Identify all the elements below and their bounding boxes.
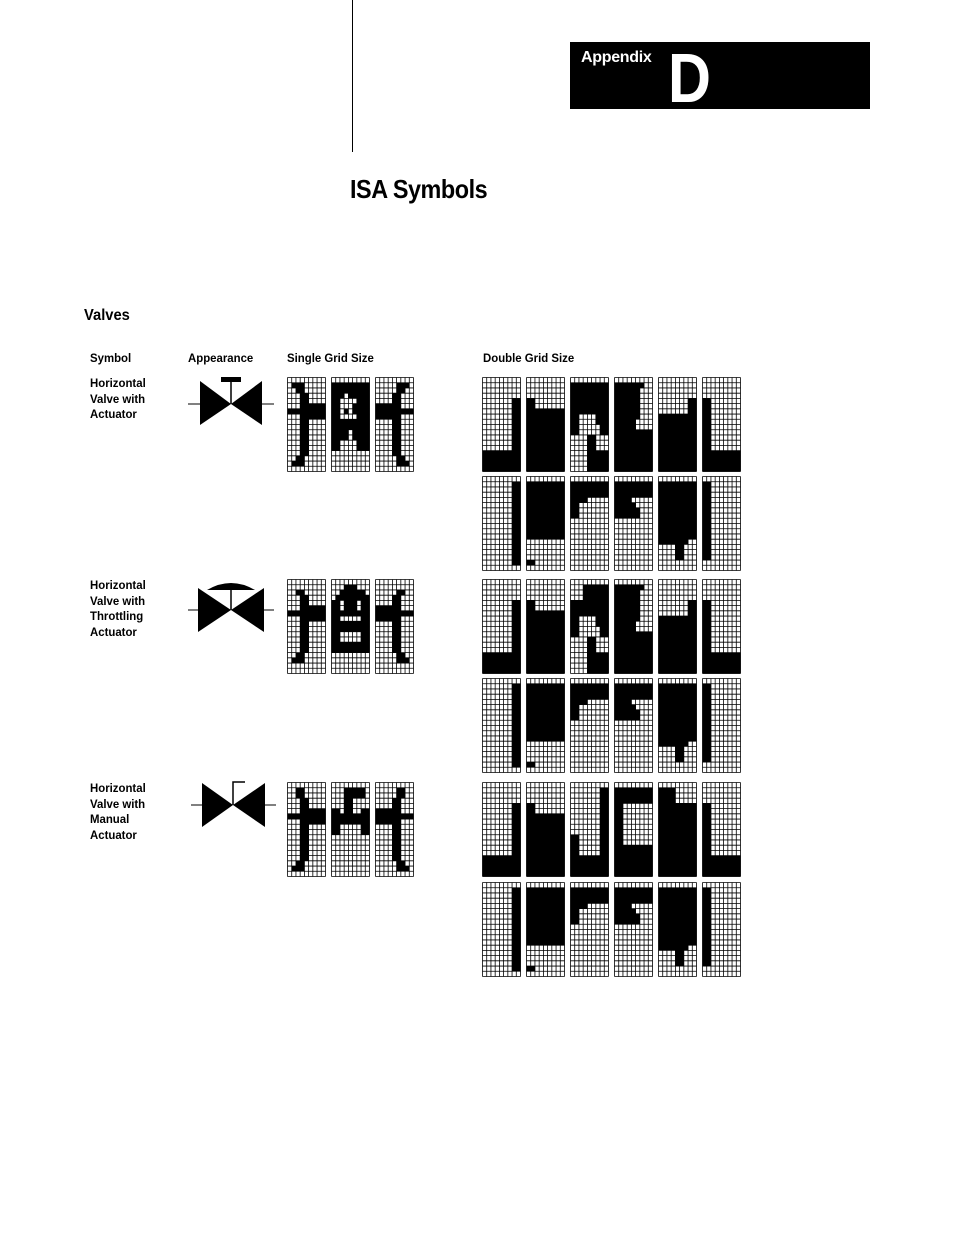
double-grid-cell <box>482 476 521 571</box>
double-grid-cell <box>526 377 565 472</box>
double-grid-cell <box>482 782 521 877</box>
label-line: Throttling <box>90 609 144 623</box>
double-grid-cell <box>702 377 741 472</box>
appendix-label: Appendix <box>581 49 652 66</box>
symbol-label-valve-manual-actuator <box>90 781 146 843</box>
double-grid-cell <box>658 882 697 977</box>
column-header-symbol: Symbol <box>90 351 132 365</box>
label-line: Horizontal <box>90 578 146 592</box>
single-grid-cell <box>287 579 326 674</box>
double-grid-cell <box>482 579 521 674</box>
column-header-double-grid: Double Grid Size <box>483 351 575 365</box>
double-grid-cell <box>702 782 741 877</box>
double-grid-cell <box>658 782 697 877</box>
double-grid-cell <box>614 782 653 877</box>
double-grid-cell <box>570 476 609 571</box>
double-grid-cell <box>658 476 697 571</box>
single-grid-cell <box>375 579 414 674</box>
appendix-banner <box>570 39 870 117</box>
double-grid-cell <box>702 678 741 773</box>
double-grid-cell <box>702 476 741 571</box>
section-title: Valves <box>84 307 130 324</box>
single-grid-cell <box>331 377 370 472</box>
double-grid-cell <box>570 377 609 472</box>
double-grid-cell <box>570 678 609 773</box>
page-title: ISA Symbols <box>350 174 488 204</box>
double-grid-cell <box>614 377 653 472</box>
double-grid-cell <box>526 782 565 877</box>
symbol-label-valve-actuator <box>90 376 146 423</box>
label-line: Horizontal <box>90 781 146 795</box>
appendix-letter: D <box>668 39 711 117</box>
double-grid-cell <box>526 579 565 674</box>
double-grid-cell <box>658 579 697 674</box>
double-grid-cell <box>570 579 609 674</box>
double-grid-cell <box>526 678 565 773</box>
label-line: Actuator <box>90 407 137 421</box>
double-grid-cell <box>658 678 697 773</box>
symbol-label-valve-throttling-actuator <box>90 578 146 640</box>
label-line: Actuator <box>90 624 137 639</box>
valve-with-manual-actuator-icon <box>188 779 278 831</box>
double-grid-cell <box>526 476 565 571</box>
double-grid-cell <box>614 579 653 674</box>
single-grid-cell <box>331 579 370 674</box>
double-grid-cell <box>658 377 697 472</box>
label-line: Valve with <box>90 593 146 608</box>
label-line: Manual <box>90 812 130 826</box>
double-grid-cell <box>614 678 653 773</box>
label-line: Valve with <box>90 391 146 406</box>
double-grid-cell <box>702 579 741 674</box>
double-grid-cell <box>482 882 521 977</box>
single-grid-cell <box>331 782 370 877</box>
double-grid-cell <box>526 882 565 977</box>
label-line: Valve with <box>90 796 146 811</box>
double-grid-cell <box>570 882 609 977</box>
label-line: Actuator <box>90 827 137 842</box>
double-grid-cell <box>614 882 653 977</box>
single-grid-cell <box>287 782 326 877</box>
single-grid-cell <box>375 782 414 877</box>
column-header-appearance: Appearance <box>188 351 254 365</box>
valve-with-throttling-actuator-icon <box>185 578 277 634</box>
label-line: Horizontal <box>90 376 146 390</box>
single-grid-cell <box>375 377 414 472</box>
double-grid-cell <box>614 476 653 571</box>
double-grid-cell <box>570 782 609 877</box>
valve-with-actuator-icon <box>188 376 278 428</box>
margin-rule <box>352 0 353 152</box>
double-grid-cell <box>702 882 741 977</box>
double-grid-cell <box>482 678 521 773</box>
single-grid-cell <box>287 377 326 472</box>
column-header-single-grid: Single Grid Size <box>287 351 374 365</box>
double-grid-cell <box>482 377 521 472</box>
